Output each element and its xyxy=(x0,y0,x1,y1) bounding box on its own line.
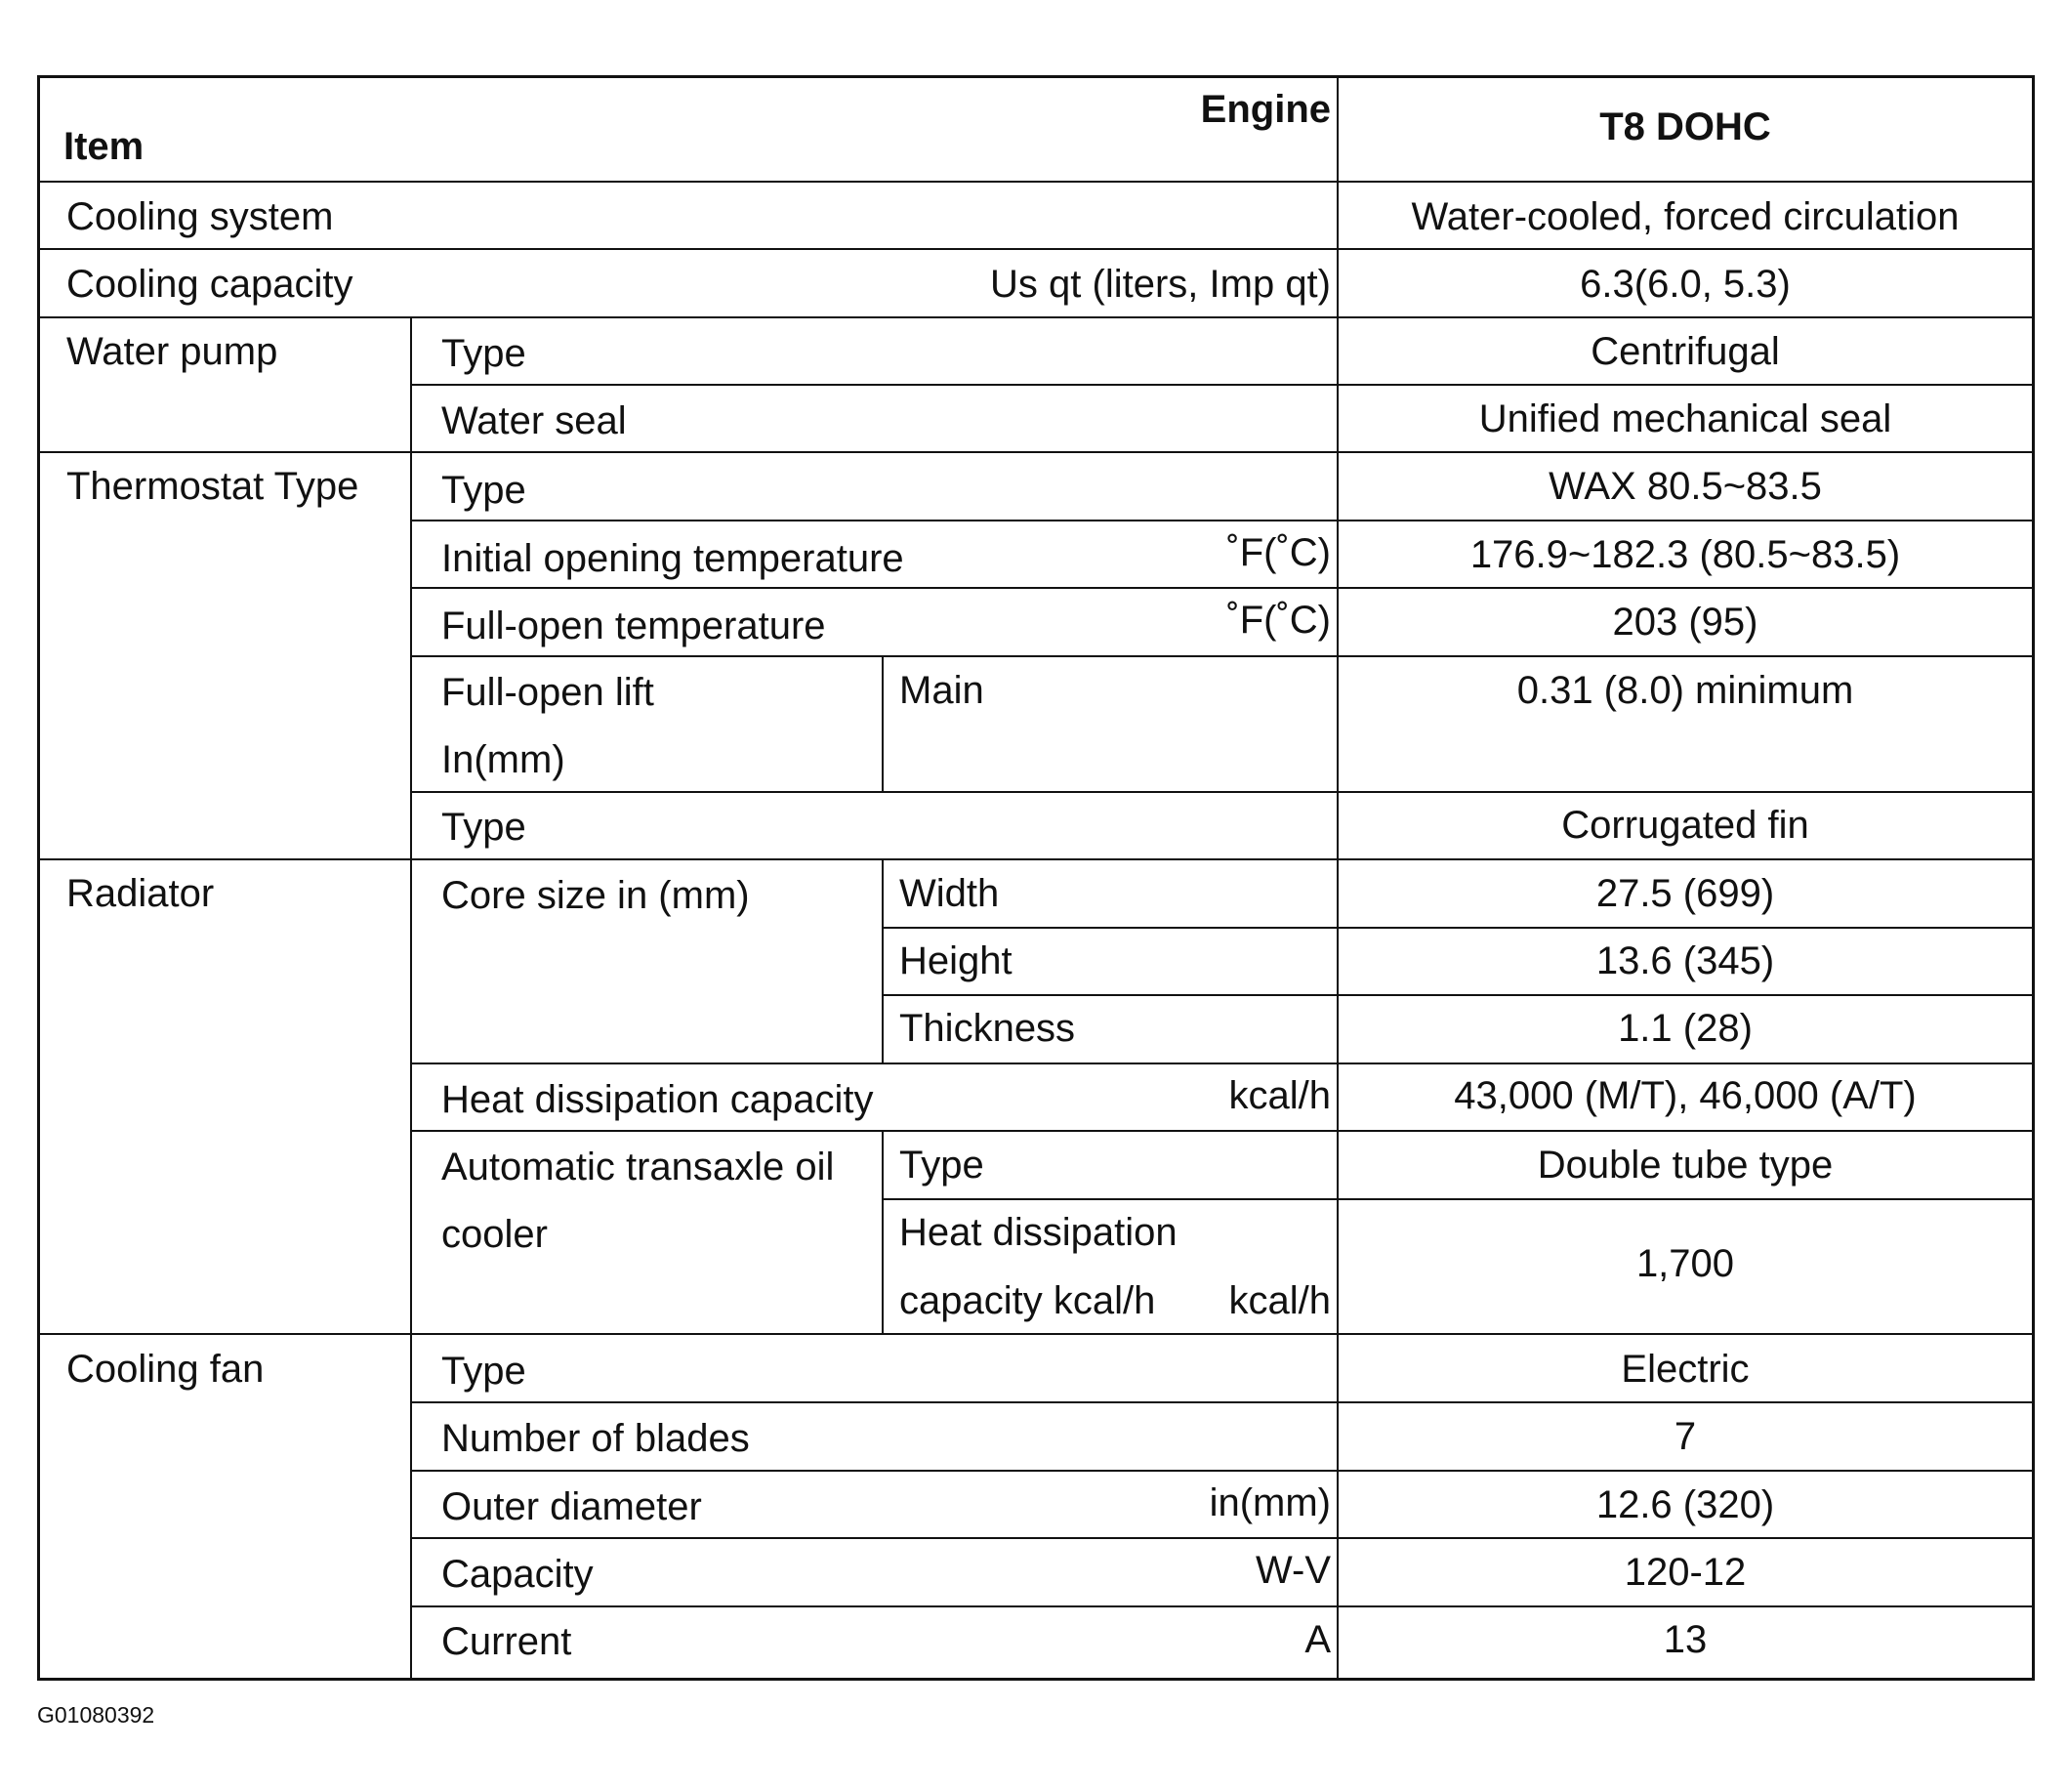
row-divider xyxy=(882,1198,2032,1200)
initial-opening-label: Initial opening temperature xyxy=(441,537,904,580)
row-divider xyxy=(410,384,2032,386)
initial-opening-value: 176.9~182.3 (80.5~83.5) xyxy=(1469,533,1901,576)
cooling-capacity-value: 6.3(6.0, 5.3) xyxy=(1580,263,1791,306)
row-divider xyxy=(410,1063,2032,1064)
radiator-label: Radiator xyxy=(66,872,215,915)
core-thickness-value: 1.1 (28) xyxy=(1618,1007,1753,1050)
cooling-fan-label: Cooling fan xyxy=(66,1348,265,1391)
full-open-temp-label: Full-open temperature xyxy=(441,604,826,647)
oil-cooler-heat-label: Heat dissipation xyxy=(899,1211,1178,1254)
oil-cooler-type-label: Type xyxy=(899,1144,984,1187)
thermostat-label: Thermostat Type xyxy=(66,465,359,508)
blades-label: Number of blades xyxy=(441,1417,750,1460)
spec-table xyxy=(37,75,2035,1681)
row-divider xyxy=(410,520,2032,521)
oil-cooler-label: Automatic transaxle oil xyxy=(441,1146,835,1188)
row-divider xyxy=(410,587,2032,589)
row-divider xyxy=(40,316,2032,318)
core-width-label: Width xyxy=(899,872,1000,915)
full-open-lift-unit-label: In(mm) xyxy=(441,738,565,781)
fan-type-label: Type xyxy=(441,1350,526,1393)
core-height-label: Height xyxy=(899,939,1013,982)
oil-cooler-label-line2: cooler xyxy=(441,1213,548,1256)
heat-dissipation-label: Heat dissipation capacity xyxy=(441,1078,874,1121)
core-size-label: Core size in (mm) xyxy=(441,874,750,917)
engine-value: T8 DOHC xyxy=(1599,105,1771,148)
full-open-lift-label: Full-open lift xyxy=(441,671,654,714)
row-divider xyxy=(410,1130,2032,1132)
full-open-temp-value: 203 (95) xyxy=(1612,601,1758,644)
row-divider xyxy=(410,1470,2032,1472)
initial-opening-unit: ˚F(˚C) xyxy=(1226,531,1331,574)
row-divider xyxy=(40,181,2032,183)
capacity-label: Capacity xyxy=(441,1553,594,1596)
diameter-unit: in(mm) xyxy=(1209,1481,1331,1524)
row-divider xyxy=(410,1605,2032,1607)
full-open-temp-unit: ˚F(˚C) xyxy=(1226,599,1331,642)
row-divider xyxy=(40,248,2032,250)
fan-type-value: Electric xyxy=(1621,1348,1750,1391)
oil-cooler-heat-value: 1,700 xyxy=(1635,1242,1735,1285)
oil-cooler-type-value: Double tube type xyxy=(1537,1144,1834,1187)
water-pump-label: Water pump xyxy=(66,330,278,373)
water-seal-label: Water seal xyxy=(441,399,627,442)
current-label: Current xyxy=(441,1620,572,1663)
full-open-lift-value: 0.31 (8.0) minimum xyxy=(1516,669,1854,712)
water-pump-type-label: Type xyxy=(441,332,526,375)
heat-dissipation-unit: kcal/h xyxy=(1228,1074,1331,1117)
engine-header: Engine xyxy=(1200,88,1331,131)
current-unit: A xyxy=(1304,1618,1331,1661)
oil-cooler-heat-unit: kcal/h xyxy=(1228,1279,1331,1322)
row-divider xyxy=(410,791,2032,793)
capacity-unit: W-V xyxy=(1255,1549,1331,1592)
oil-cooler-heat-label-line2: capacity kcal/h xyxy=(899,1279,1156,1322)
thermostat-type-label: Type xyxy=(441,469,526,512)
row-divider xyxy=(40,858,2032,860)
cooling-capacity-unit: Us qt (liters, Imp qt) xyxy=(990,263,1331,306)
row-divider xyxy=(40,1333,2032,1335)
core-width-value: 27.5 (699) xyxy=(1595,872,1775,915)
diameter-value: 12.6 (320) xyxy=(1595,1483,1775,1526)
blades-value: 7 xyxy=(1674,1415,1697,1458)
row-divider xyxy=(40,451,2032,453)
cooling-system-value: Water-cooled, forced circulation xyxy=(1411,195,1960,238)
capacity-value: 120-12 xyxy=(1624,1551,1747,1594)
row-divider xyxy=(410,1401,2032,1403)
item-header: Item xyxy=(63,125,145,168)
column-divider xyxy=(410,316,412,1678)
thermostat-type-value: WAX 80.5~83.5 xyxy=(1549,465,1822,508)
row-divider xyxy=(410,655,2032,657)
row-divider xyxy=(882,927,2032,929)
column-divider xyxy=(882,1130,884,1333)
water-pump-type-value: Centrifugal xyxy=(1591,330,1780,373)
core-height-value: 13.6 (345) xyxy=(1595,939,1775,982)
column-divider xyxy=(882,655,884,791)
water-seal-value: Unified mechanical seal xyxy=(1478,397,1892,440)
cooling-system-label: Cooling system xyxy=(66,195,334,238)
radiator-type-value: Corrugated fin xyxy=(1561,804,1809,847)
cooling-capacity-label: Cooling capacity xyxy=(66,263,353,306)
radiator-type-label: Type xyxy=(441,806,526,849)
current-value: 13 xyxy=(1663,1618,1708,1661)
row-divider xyxy=(410,1537,2032,1539)
heat-dissipation-value: 43,000 (M/T), 46,000 (A/T) xyxy=(1454,1074,1917,1117)
full-open-lift-main-label: Main xyxy=(899,669,984,712)
column-divider xyxy=(882,858,884,1063)
row-divider xyxy=(882,994,2032,996)
diameter-label: Outer diameter xyxy=(441,1485,702,1528)
figure-id: G01080392 xyxy=(37,1702,155,1728)
core-thickness-label: Thickness xyxy=(899,1007,1076,1050)
